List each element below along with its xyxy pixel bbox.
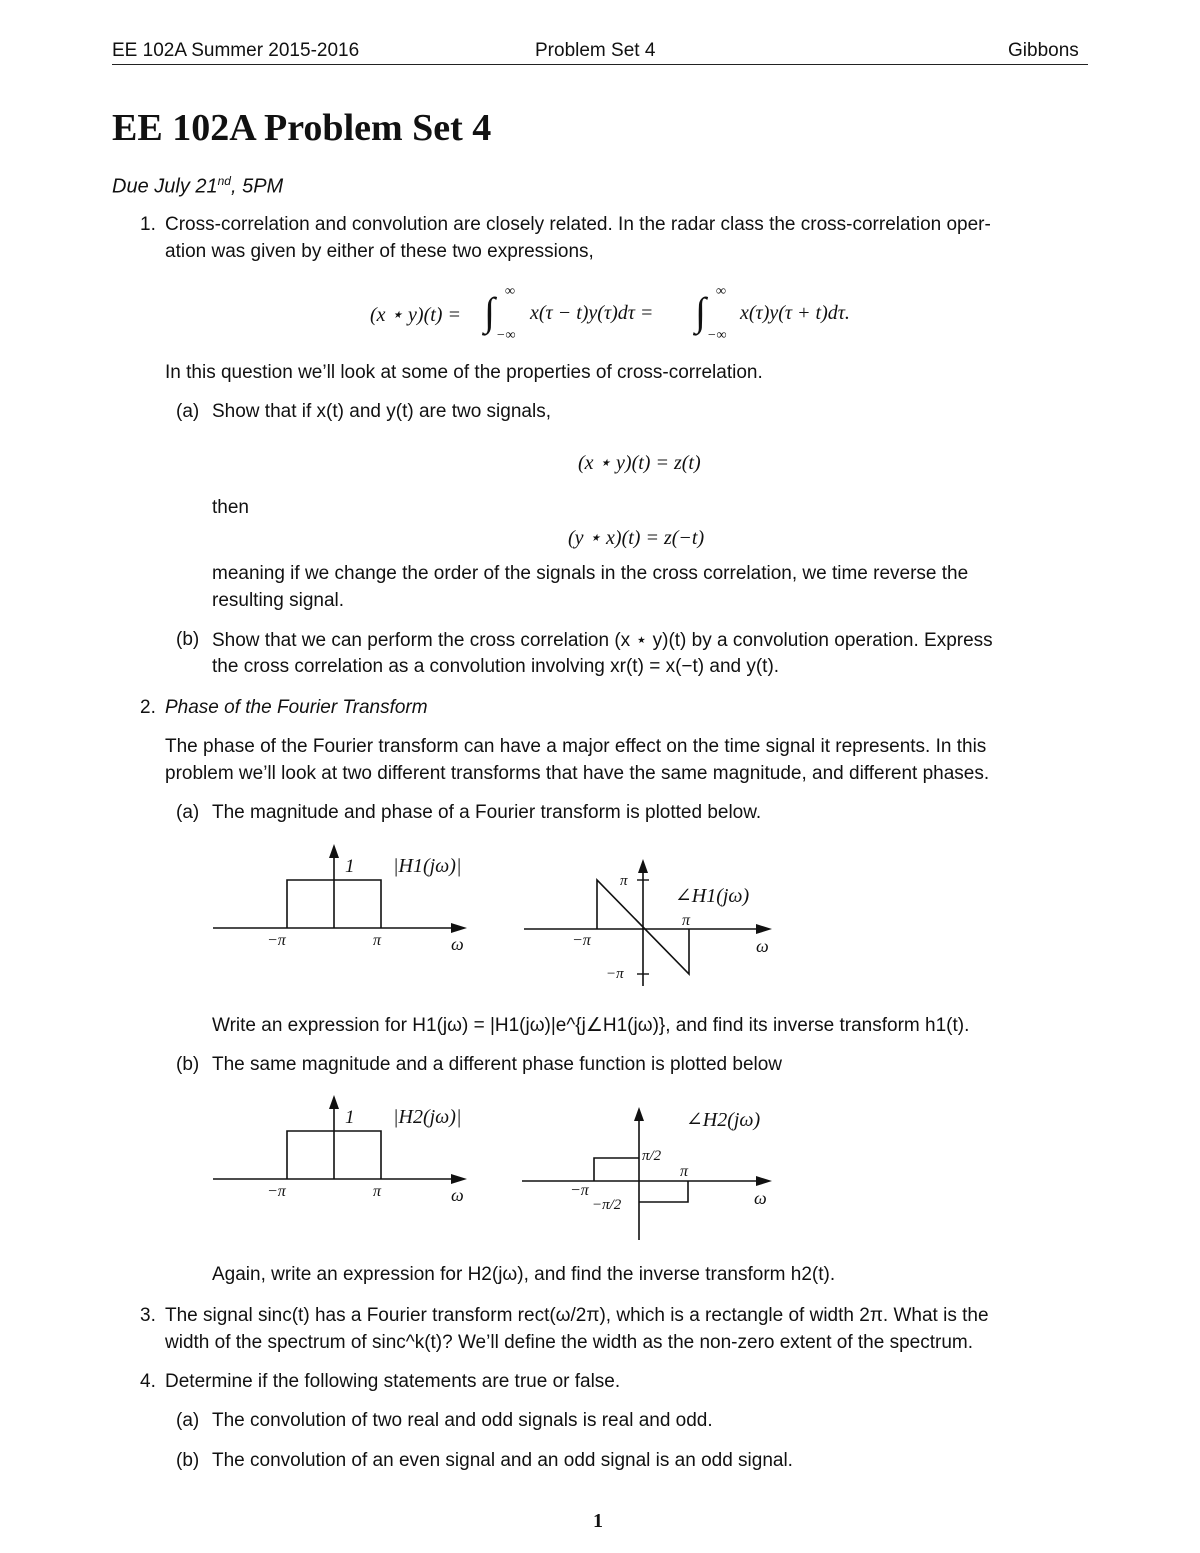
- phase1-pi-x: π: [682, 912, 691, 929]
- eq1-integrand-2: x(τ)y(τ + t)dτ.: [740, 302, 850, 324]
- problem-2b-line: The same magnitude and a different phase function is plotted below: [212, 1054, 783, 1075]
- phase1-pi-y: π: [620, 873, 628, 889]
- phase1-title: ∠H1(jω): [675, 885, 750, 907]
- problem-4b-label: (b): [176, 1450, 200, 1471]
- mag1-neg-pi: −π: [267, 932, 286, 949]
- page-title: EE 102A Problem Set 4: [112, 107, 492, 149]
- problem-1a-label: (a): [176, 401, 200, 422]
- phase2-y-arrow: [634, 1107, 644, 1121]
- problem-4a-line: The convolution of two real and odd signals is real and odd.: [212, 1410, 713, 1431]
- mag1-title: |H1(jω)|: [393, 855, 462, 877]
- mag1-y-arrow: [329, 844, 339, 858]
- mag2-pi: π: [373, 1183, 382, 1200]
- integral-1-upper: ∞: [505, 284, 515, 299]
- problem-2b-write: Again, write an expression for H2(jω), and find the inverse transform h2(t).: [212, 1264, 836, 1285]
- phase-plot-1: [520, 850, 790, 990]
- phase2-omega: ω: [754, 1188, 767, 1208]
- problem-4-number: 4.: [140, 1371, 156, 1392]
- problem-2a-line: The magnitude and phase of a Fourier transform is plotted below.: [212, 802, 762, 823]
- page-number: 1: [593, 1510, 603, 1532]
- phase2-right-step: [639, 1181, 688, 1202]
- eq1-lhs: (x ⋆ y)(t) =: [370, 304, 461, 326]
- problem-2-number: 2.: [140, 697, 156, 718]
- problem-1a-meaning-2: resulting signal.: [212, 590, 345, 611]
- problem-2-para-2: problem we’ll look at two different transforms that have the same magnitude, and different phases.: [165, 763, 990, 784]
- integral-sign-1: ∫: [484, 289, 495, 334]
- problem-2a-label: (a): [176, 802, 200, 823]
- problem-1b-label: (b): [176, 629, 200, 650]
- problem-2-para-1: The phase of the Fourier transform can have a major effect on the time signal it represents. In this: [165, 736, 987, 757]
- problem-1a-line: Show that if x(t) and y(t) are two signals,: [212, 401, 551, 422]
- header-rule: [112, 64, 1088, 65]
- phase1-neg-pi-y: −π: [606, 966, 624, 982]
- phase2-neg-pi-half: −π/2: [592, 1197, 622, 1213]
- problem-1a-then: then: [212, 497, 249, 518]
- due-date: [112, 174, 283, 199]
- mag2-neg-pi: −π: [267, 1183, 286, 1200]
- problem-1-line-1: Cross-correlation and convolution are closely related. In the radar class the cross-correlation oper-: [165, 214, 991, 235]
- phase1-neg-pi-x: −π: [572, 932, 591, 949]
- due-text: Due July 21: [112, 175, 218, 198]
- problem-1-number: 1.: [140, 214, 156, 235]
- phase2-left-step: [594, 1158, 639, 1181]
- problem-3-line-1: The signal sinc(t) has a Fourier transform rect(ω/2π), which is a rectangle of width 2π. What is the: [165, 1305, 989, 1326]
- phase1-omega: ω: [756, 936, 769, 956]
- problem-1a-eq-1: (x ⋆ y)(t) = z(t): [578, 452, 701, 474]
- magnitude-plot-1: [205, 840, 485, 955]
- problem-3-number: 3.: [140, 1305, 156, 1326]
- problem-4a-label: (a): [176, 1410, 200, 1431]
- integral-2-lower: −∞: [707, 328, 727, 343]
- problem-3-line-2: width of the spectrum of sinc^k(t)? We’ll define the width as the non-zero extent of the spectrum.: [165, 1332, 974, 1353]
- integral-1-lower: −∞: [496, 328, 516, 343]
- eq1-integrand-1: x(τ − t)y(τ)dτ =: [530, 302, 654, 324]
- integral-sign-2: ∫: [695, 289, 706, 334]
- problem-1-line-2: ation was given by either of these two expressions,: [165, 241, 594, 262]
- phase2-pi-half: π/2: [642, 1148, 662, 1164]
- integral-2-upper: ∞: [716, 284, 726, 299]
- phase2-pi: π: [680, 1163, 689, 1180]
- phase2-w-arrow: [756, 1176, 772, 1186]
- phase1-y-arrow: [638, 859, 648, 873]
- problem-1b-line-2: the cross correlation as a convolution involving xr(t) = x(−t) and y(t).: [212, 656, 780, 677]
- due-suffix: nd: [217, 174, 231, 188]
- mag2-omega: ω: [451, 1185, 464, 1205]
- header-author: Gibbons: [1008, 40, 1079, 61]
- problem-1a-eq-2: (y ⋆ x)(t) = z(−t): [568, 527, 705, 549]
- problem-1-intro: In this question we’ll look at some of the properties of cross-correlation.: [165, 362, 763, 383]
- problem-2b-label: (b): [176, 1054, 200, 1075]
- mag1-pi: π: [373, 932, 382, 949]
- mag2-y-arrow: [329, 1095, 339, 1109]
- problem-1a-meaning-1: meaning if we change the order of the signals in the cross correlation, we time reverse the: [212, 563, 969, 584]
- phase2-title: ∠H2(jω): [686, 1109, 761, 1131]
- problem-2-heading: Phase of the Fourier Transform: [165, 697, 428, 718]
- phase1-w-arrow: [756, 924, 772, 934]
- phase2-neg-pi: −π: [570, 1182, 589, 1199]
- header-title: Problem Set 4: [535, 40, 656, 61]
- problem-4b-line: The convolution of an even signal and an odd signal is an odd signal.: [212, 1450, 793, 1471]
- mag2-height-label: 1: [345, 1107, 355, 1128]
- mag1-w-arrow: [451, 923, 467, 933]
- mag1-omega: ω: [451, 934, 464, 954]
- due-time: , 5PM: [230, 175, 284, 198]
- problem-4-line: Determine if the following statements are true or false.: [165, 1371, 621, 1392]
- mag2-w-arrow: [451, 1174, 467, 1184]
- header-course: EE 102A Summer 2015-2016: [112, 40, 360, 61]
- problem-1b-line-1: Show that we can perform the cross correlation (x ⋆ y)(t) by a convolution operation. Express: [212, 630, 993, 651]
- problem-2a-write: Write an expression for H1(jω) = |H1(jω)|e^{j∠H1(jω)}, and find its inverse transform h1(t).: [212, 1015, 970, 1036]
- magnitude-plot-2: [205, 1091, 485, 1206]
- mag1-height-label: 1: [345, 856, 355, 877]
- phase-plot-2: [518, 1100, 790, 1242]
- mag2-title: |H2(jω)|: [393, 1106, 462, 1128]
